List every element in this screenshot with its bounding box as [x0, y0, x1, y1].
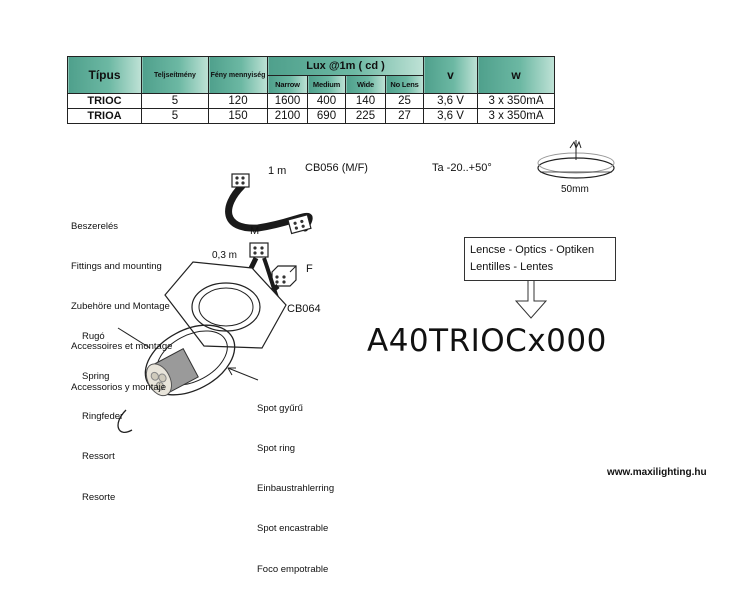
male-label: M [250, 225, 260, 237]
header-medium: Medium [308, 76, 346, 94]
cell-v: 3,6 V [424, 94, 478, 109]
connector-f [272, 266, 296, 286]
cell-medium: 400 [308, 94, 346, 109]
cell-nolens: 27 [386, 109, 424, 124]
header-w: w [478, 57, 555, 94]
spot-ring-item: Spot gyűrű [257, 402, 303, 414]
cell-light: 120 [209, 94, 268, 109]
accessories-item: Beszerelés [71, 220, 118, 232]
cable-code-label: CB056 (M/F) [305, 162, 368, 174]
spot-ring-item: Spot encastrable [257, 523, 329, 535]
cell-medium: 690 [308, 109, 346, 124]
spring-item: Ressort [82, 451, 115, 463]
optics-line-1: Lencse - Optics - Optiken [470, 244, 595, 256]
accessories-item: Zubehöre und Montage [71, 301, 170, 313]
part-number: A40TRIOCx000 [367, 323, 607, 359]
cell-light: 150 [209, 109, 268, 124]
spot-ring-item: Foco empotrable [257, 563, 329, 575]
header-v: v [424, 57, 478, 94]
header-teljesitmeny: Teljseítmény [142, 57, 209, 94]
cell-wide: 225 [346, 109, 386, 124]
cell-power: 5 [142, 94, 209, 109]
cell-w: 3 x 350mA [478, 109, 555, 124]
cable-length-label: 1 m [268, 165, 287, 177]
cell-name: TRIOC [68, 94, 142, 109]
temperature-label: Ta -20..+50° [432, 162, 492, 174]
spot-ring-list [257, 375, 334, 590]
short-cable-label: 0,3 m [212, 250, 238, 261]
cell-narrow: 1600 [268, 94, 308, 109]
spring-item: Resorte [82, 491, 116, 503]
spring-item: Rugó [82, 330, 105, 342]
spring-item: Spring [82, 371, 110, 383]
accessories-item: Accessorios y montaje [71, 381, 167, 393]
cell-wide: 140 [346, 94, 386, 109]
cell-v: 3,6 V [424, 109, 478, 124]
spring-list [82, 303, 123, 518]
optics-box [464, 237, 616, 281]
connector-m [250, 243, 268, 257]
hole-size-sketch [538, 140, 614, 178]
header-wide: Wide [346, 76, 386, 94]
spring-item: Ringfeder [82, 411, 124, 423]
cell-nolens: 25 [386, 94, 424, 109]
header-narrow: Narrow [268, 76, 308, 94]
header-lux: Lux @1m ( cd ) [268, 57, 424, 76]
website-link[interactable]: www.maxilighting.hu [607, 467, 707, 478]
spot-ring-item: Spot ring [257, 443, 296, 455]
accessories-item: Fittings and mounting [71, 261, 162, 273]
female-label: F [306, 263, 313, 275]
header-feny: Fény mennyiség [209, 57, 268, 94]
arrow-down-icon [516, 281, 546, 318]
header-nolens: No Lens [386, 76, 424, 94]
header-tipus: Típus [68, 57, 142, 94]
cell-narrow: 2100 [268, 109, 308, 124]
spot-ring-item: Einbaustrahlerring [257, 483, 335, 495]
hole-size-label: 50mm [561, 184, 589, 195]
connector-top [232, 174, 249, 187]
cell-name: TRIOA [68, 109, 142, 124]
accessories-item: Accessoires et montage [71, 341, 173, 353]
connector-code-label: CB064 [287, 303, 321, 315]
cell-w: 3 x 350mA [478, 94, 555, 109]
optics-line-2: Lentilles - Lentes [470, 261, 554, 273]
cell-power: 5 [142, 109, 209, 124]
